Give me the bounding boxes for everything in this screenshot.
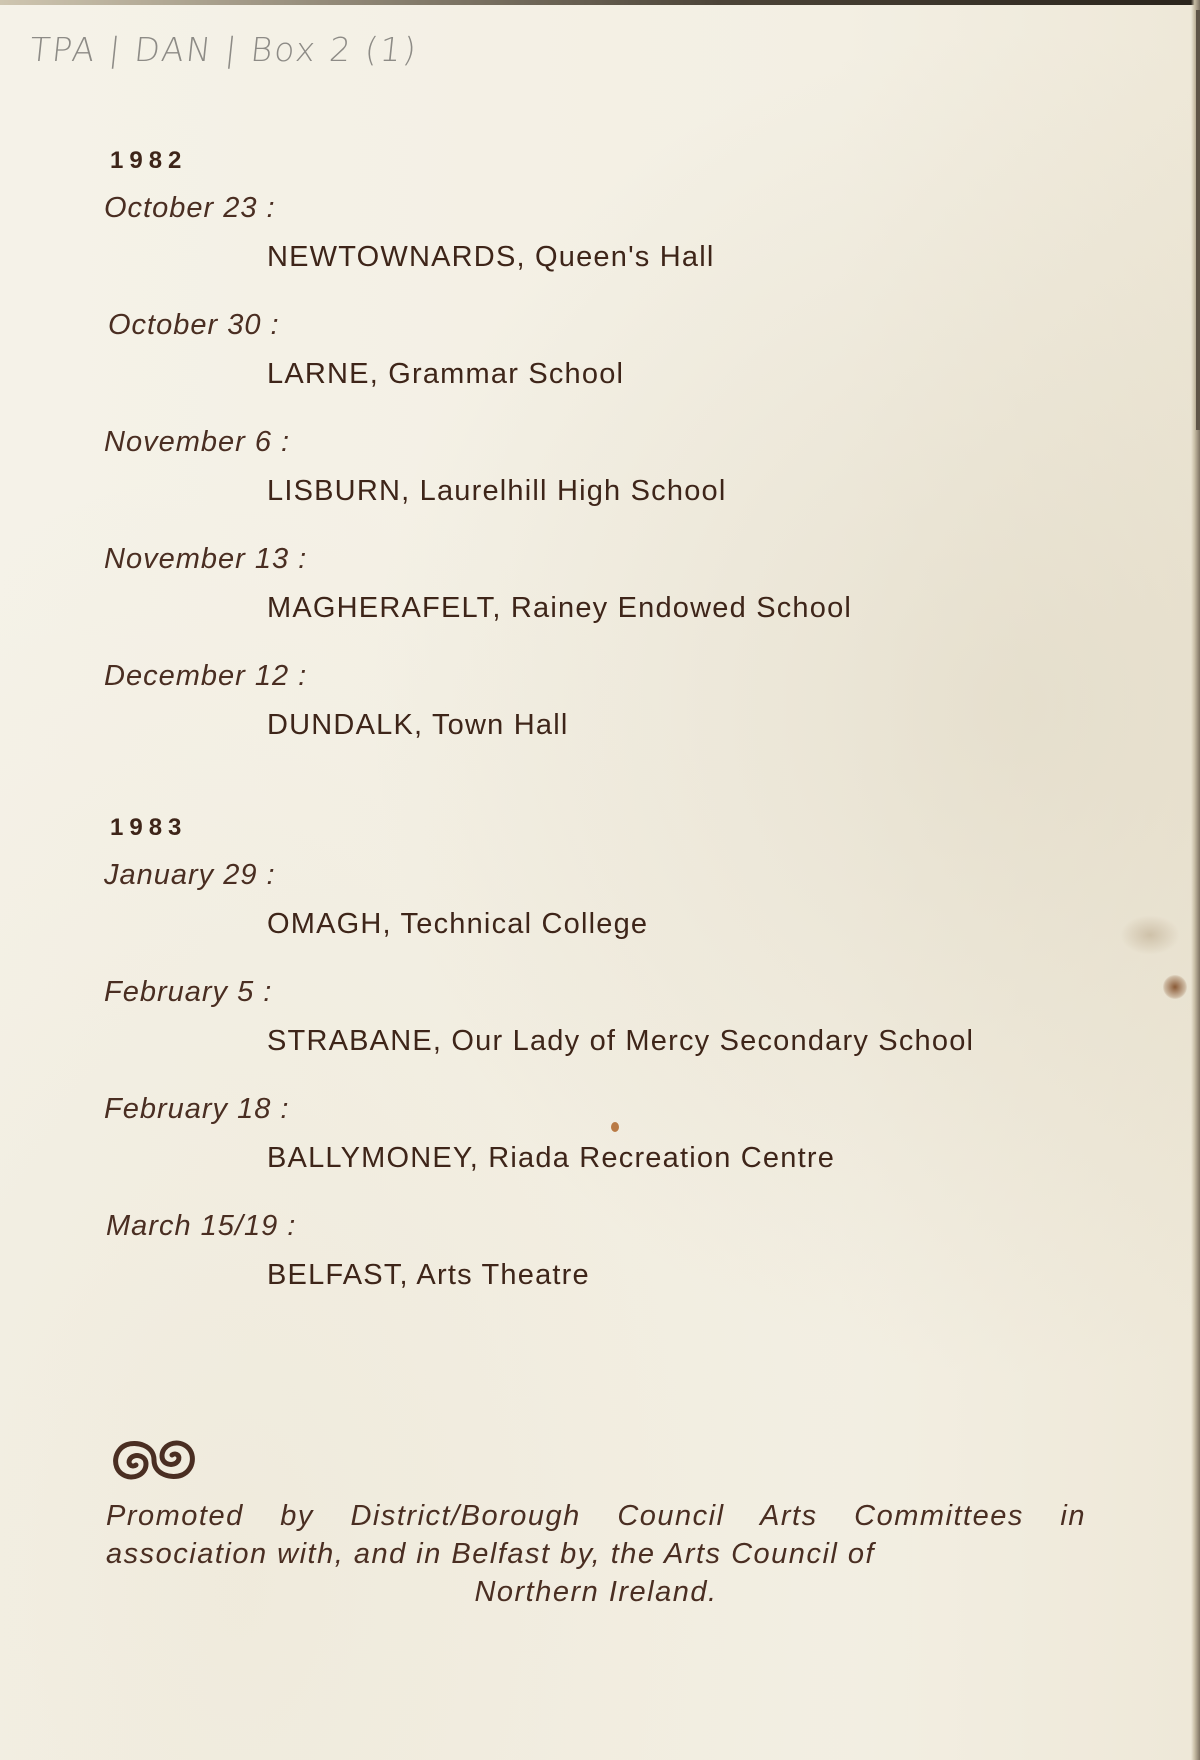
year-heading-1983: 1983 (110, 814, 188, 841)
event-date: March 15/19 : (106, 1210, 297, 1242)
double-spiral-icon (106, 1437, 202, 1483)
page-top-edge (0, 0, 1200, 5)
event-date: January 29 : (104, 859, 276, 891)
promotion-credit-last-line: Northern Ireland. (474, 1576, 718, 1608)
event-date: February 18 : (104, 1093, 290, 1125)
event-venue: LISBURN, Laurelhill High School (267, 475, 727, 507)
event-venue: BALLYMONEY, Riada Recreation Centre (267, 1142, 836, 1174)
event-date: November 6 : (104, 426, 291, 458)
event-date: December 12 : (104, 660, 308, 692)
event-venue: LARNE, Grammar School (267, 358, 625, 390)
event-date: February 5 : (104, 976, 273, 1008)
event-venue: STRABANE, Our Lady of Mercy Secondary School (267, 1025, 975, 1057)
year-heading-1982: 1982 (110, 147, 188, 174)
event-venue: OMAGH, Technical College (267, 908, 649, 940)
stain-mark (611, 1122, 619, 1132)
stain-mark (1120, 915, 1180, 955)
archive-reference: TPA | DAN | Box 2 (1) (27, 30, 420, 69)
event-date: October 30 : (108, 309, 280, 341)
event-date: October 23 : (104, 192, 276, 224)
event-venue: BELFAST, Arts Theatre (267, 1259, 590, 1291)
event-venue: NEWTOWNARDS, Queen's Hall (267, 241, 715, 273)
stain-mark (1163, 975, 1187, 999)
event-date: November 13 : (104, 543, 308, 575)
event-venue: DUNDALK, Town Hall (267, 709, 569, 741)
promotion-credit (106, 1497, 1086, 1611)
page-right-edge-band (1196, 10, 1200, 430)
event-venue: MAGHERAFELT, Rainey Endowed School (267, 592, 853, 624)
promotion-credit-main: Promoted by District/Borough Council Arts Committees in association with, and in Belfast by, the Arts Council of (106, 1500, 1086, 1570)
